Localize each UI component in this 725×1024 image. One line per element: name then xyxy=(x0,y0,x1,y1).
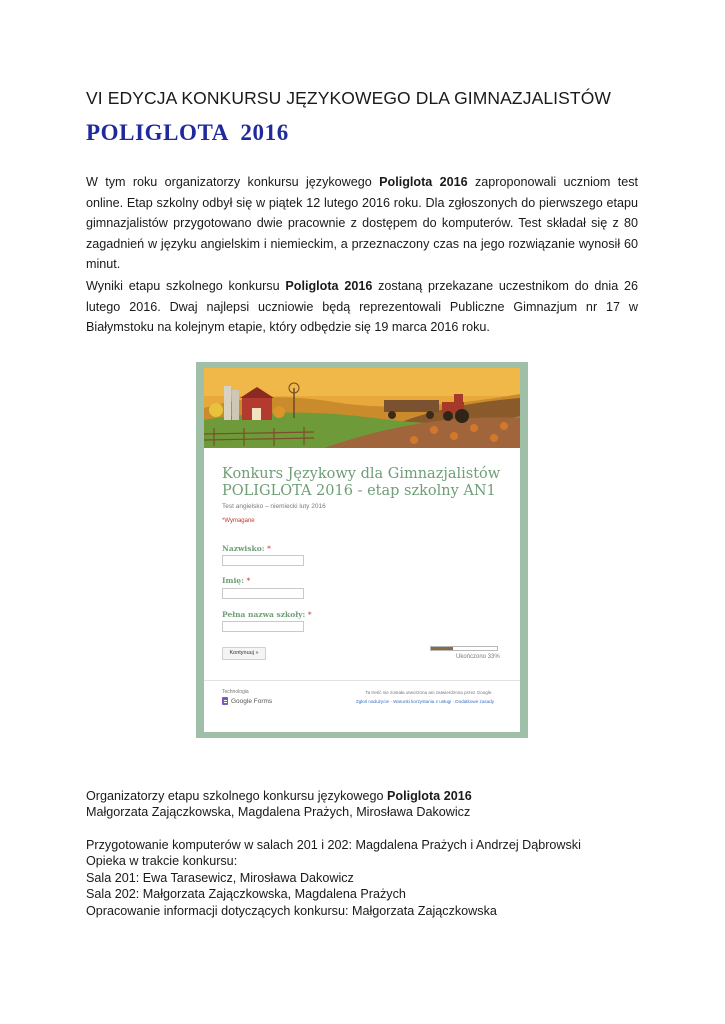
organizers-line-text: Organizatorzy etapu szkolnego konkursu językowego xyxy=(86,789,388,803)
credits-computers: Przygotowanie komputerów w salach 201 i 202: Magdalena Prażych i Andrzej Dąbrowski xyxy=(86,838,581,852)
farm-banner-image xyxy=(204,368,520,448)
credits-block xyxy=(86,837,581,919)
farm-illustration xyxy=(204,368,520,448)
paragraph-results xyxy=(86,276,638,338)
form-screenshot xyxy=(196,362,528,738)
paragraph-results-text-1: Wyniki etapu szkolnego konkursu xyxy=(86,279,286,293)
credits-supervision: Opieka w trakcie konkursu: xyxy=(86,854,238,869)
continue-button[interactable]: Kontynuuj » xyxy=(222,647,266,660)
paragraph-results-text-2: zostaną przekazane uczestnikom do dnia 26 lutego 2016. Dwaj najlepsi uczniowie będą reprezentowali Publiczne Gimnazjum nr 17 w Białymstoku na kolejnym etapie, który odbędzie się 19 marca 2016 roku. xyxy=(86,279,638,335)
credits-room-201: Sala 201: Ewa Tarasewicz, Mirosława Dakowicz xyxy=(86,870,354,885)
field-label-surname xyxy=(222,544,271,553)
required-asterisk: * xyxy=(267,544,271,553)
field-label-school-text: Pełna nazwa szkoły: xyxy=(222,610,306,619)
google-forms-logo-text: Google Forms xyxy=(231,697,273,705)
school-name-input[interactable] xyxy=(222,621,304,632)
google-forms-logo[interactable] xyxy=(222,697,272,705)
progress-bar-fill xyxy=(431,647,453,650)
field-label-first-name xyxy=(222,576,250,585)
organizers-names: Małgorzata Zajączkowska, Magdalena Prażych, Mirosława Dakowicz xyxy=(86,805,471,820)
form-subtitle: Test angielsko – niemiecki luty 2016 xyxy=(222,503,326,510)
footer-divider xyxy=(204,680,520,681)
progress-bar xyxy=(430,646,498,651)
organizers-line xyxy=(86,788,472,804)
required-note: *Wymagane xyxy=(222,518,255,524)
paragraph-intro-bold: Poliglota 2016 xyxy=(379,175,468,189)
paragraph-intro xyxy=(86,172,638,275)
form-title: Konkurs Językowy dla Gimnazjalistów POLIGLOTA 2016 - etap szkolny AN1 xyxy=(222,466,501,499)
credits-information: Opracowanie informacji dotyczących konkursu: Małgorzata Zajączkowska xyxy=(86,903,497,918)
organizers-line-bold: Poliglota 2016 xyxy=(387,789,472,803)
field-label-first-name-text: Imię: xyxy=(222,576,244,585)
organizers-block xyxy=(86,788,472,821)
credits-room-202: Sala 202: Małgorzata Zajączkowska, Magdalena Prażych xyxy=(86,887,406,902)
paragraph-results-bold: Poliglota 2016 xyxy=(285,279,373,293)
form-card xyxy=(204,448,520,732)
document-title: POLIGLOTA 2016 xyxy=(86,120,289,145)
first-name-input[interactable] xyxy=(222,588,304,599)
technology-label: Technologia xyxy=(222,689,249,695)
footer-links[interactable]: Zgłoś nadużycie · Warunki korzystania z usługi · Dodatkowe zasady xyxy=(355,699,495,704)
google-forms-icon xyxy=(222,697,228,705)
required-asterisk: * xyxy=(246,576,251,585)
surname-input[interactable] xyxy=(222,555,304,566)
paragraph-intro-text-1: W tym roku organizatorzy konkursu językowego xyxy=(86,175,380,189)
progress-text: Ukończono 33% xyxy=(456,654,500,660)
field-label-school xyxy=(222,610,312,619)
required-asterisk: * xyxy=(307,610,312,619)
field-label-surname-text: Nazwisko: xyxy=(222,544,265,553)
document-heading: VI EDYCJA KONKURSU JĘZYKOWEGO DLA GIMNAZJALISTÓW xyxy=(86,88,612,108)
google-disclaimer: Ta treść nie została utworzona ani zatwierdzona przez Google. xyxy=(365,690,493,695)
paragraph-intro-text-2: zaproponowali uczniom test online. Etap szkolny odbył się w piątek 12 lutego 2016 roku. Dla zgłoszonych do pierwszego etapu gimnazjalistów przygotowano dwie pracownie z dostępem do komputerów. Test składał się z 80 zagadnień w języku angielskim i niemieckim, a przeznaczony czas na jego rozwiązanie wynosił 60 minut. xyxy=(86,175,638,272)
